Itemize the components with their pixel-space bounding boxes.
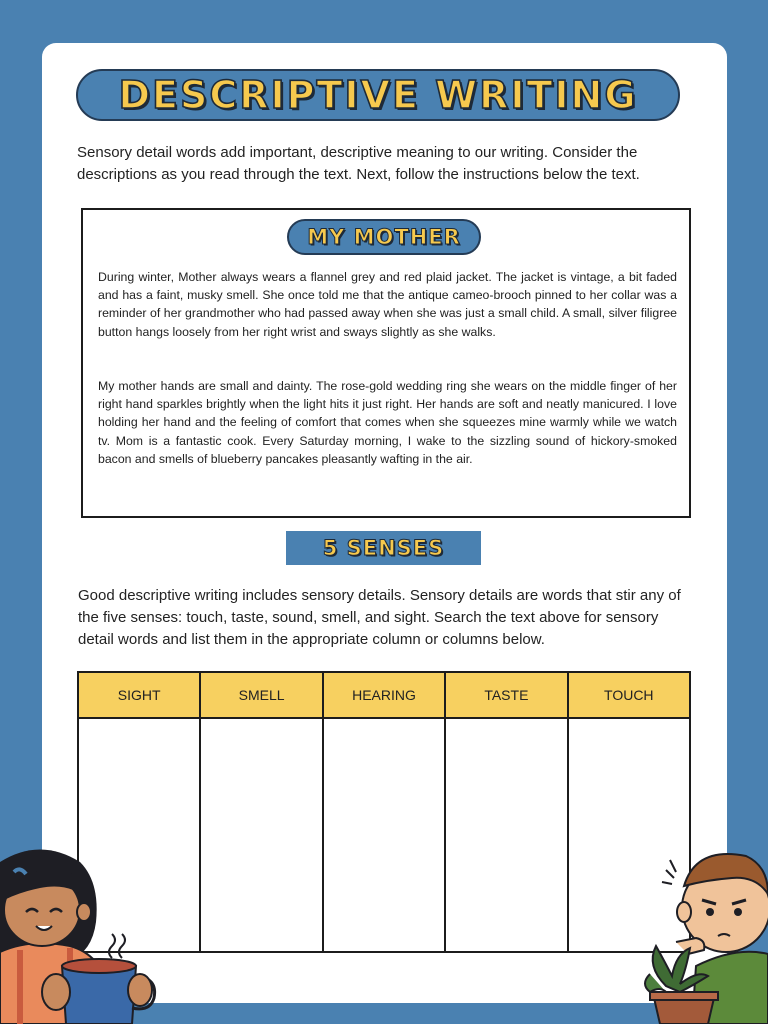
column-header-sight: SIGHT bbox=[78, 672, 200, 718]
boy-with-plant-illustration bbox=[636, 846, 768, 1024]
senses-instructions: Good descriptive writing includes sensory details. Sensory details are words that stir any of the five senses: touch, taste, sound, smell, and sight. Search the text above for sensory detail words and list them in the appropriate column or columns below. bbox=[78, 587, 681, 648]
senses-table-header-row bbox=[78, 672, 690, 718]
column-header-hearing: HEARING bbox=[323, 672, 445, 718]
senses-heading: 5 SENSES bbox=[322, 536, 445, 560]
story-paragraph-1: During winter, Mother always wears a flannel grey and red plaid jacket. The jacket is vintage, a bit faded and has a faint, musky smell. She once told me that the antique cameo-brooch pinned to her collar was a reminder of her grandmother who had passed away when she was just a small child. A small, silver filigree button hangs loosely from her right wrist and sways slightly as she walks. bbox=[98, 270, 677, 339]
answer-cell-taste[interactable] bbox=[445, 718, 567, 952]
column-header-taste: TASTE bbox=[445, 672, 567, 718]
senses-table-answer-row bbox=[78, 718, 690, 952]
answer-cell-hearing[interactable] bbox=[323, 718, 445, 952]
column-header-smell: SMELL bbox=[200, 672, 322, 718]
story-paragraph-2: My mother hands are small and dainty. The rose-gold wedding ring she wears on the middle finger of her right hand sparkles brightly when the light hits it just right. Her hands are soft and neatly manicured. I love holding her hand and the feeling of comfort that comes when she squeezes mine warmly while we watch tv. Mom is a fantastic cook. Every Saturday morning, I wake to the sizzling sound of hickory-smoked bacon and smells of blueberry pancakes pleasantly wafting in the air. bbox=[98, 379, 677, 466]
intro-text: Sensory detail words add important, descriptive meaning to our writing. Consider the descriptions as you read through the text. Next, follow the instructions below the text. bbox=[77, 144, 640, 183]
page-title: DESCRIPTIVE WRITING bbox=[118, 73, 638, 117]
girl-with-mug-illustration bbox=[0, 842, 160, 1024]
story-heading: MY MOTHER bbox=[307, 225, 461, 249]
senses-banner bbox=[286, 531, 481, 565]
title-banner bbox=[76, 69, 680, 121]
story-heading-pill bbox=[287, 219, 481, 255]
answer-cell-smell[interactable] bbox=[200, 718, 322, 952]
column-header-touch: TOUCH bbox=[568, 672, 690, 718]
senses-table bbox=[77, 671, 691, 953]
